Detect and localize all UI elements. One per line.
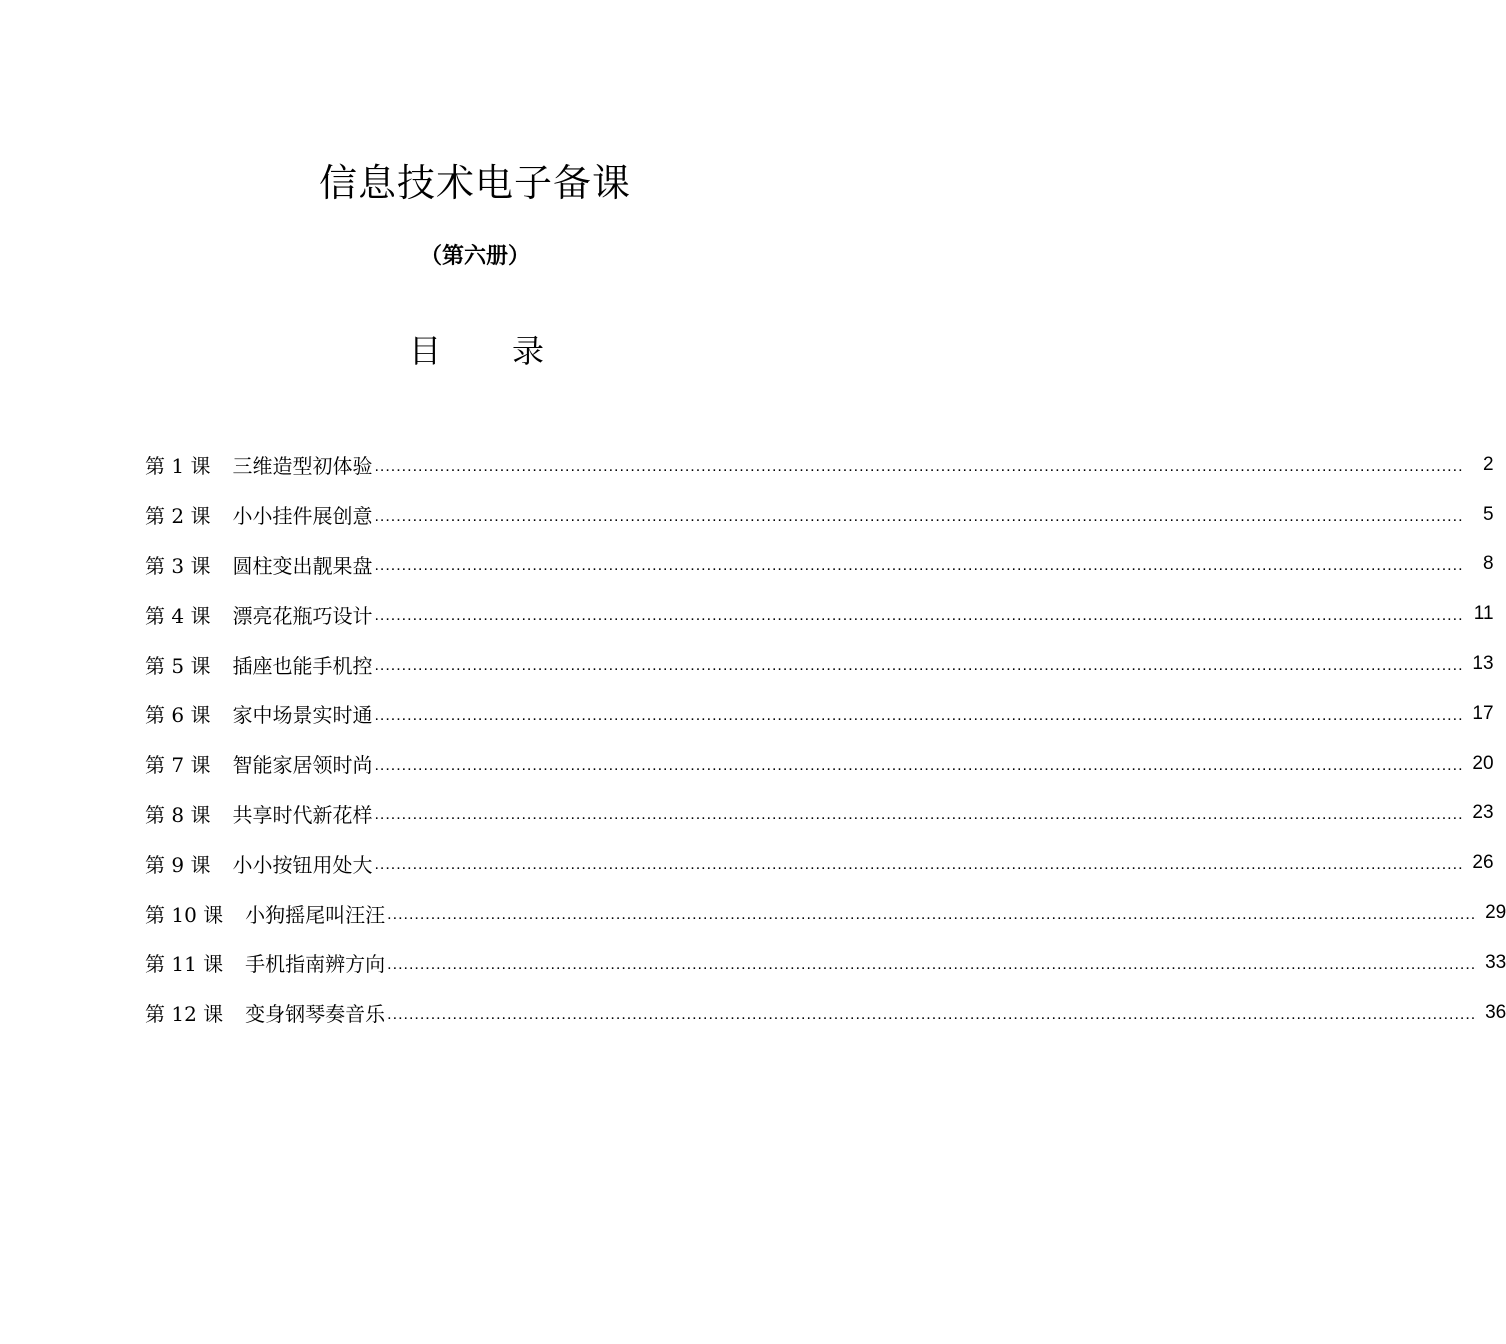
toc-entry[interactable] <box>145 540 1494 590</box>
lesson-number: 第 12 课 <box>145 1002 224 1027</box>
dot-leader: ........................................................................................................................................................................................................ <box>387 1005 1477 1023</box>
dot-leader: ........................................................................................................................................................................................................ <box>374 706 1464 724</box>
lesson-number: 第 11 课 <box>145 952 224 977</box>
page-number: 23 <box>1472 802 1494 824</box>
lesson-number: 第 5 课 <box>145 653 211 678</box>
page-number: 13 <box>1472 653 1494 675</box>
dot-leader: ........................................................................................................................................................................................................ <box>374 856 1464 874</box>
page-number: 26 <box>1472 852 1494 874</box>
toc-heading-char-2: 录 <box>512 332 545 370</box>
toc-entry[interactable] <box>145 789 1494 839</box>
dot-leader: ........................................................................................................................................................................................................ <box>374 557 1464 575</box>
document-title: 信息技术电子备课 <box>318 161 631 205</box>
lesson-number: 第 6 课 <box>145 703 211 728</box>
lesson-title: 圆柱变出靓果盘 <box>232 553 373 578</box>
page-number: 20 <box>1472 752 1494 774</box>
table-of-contents <box>145 440 1506 1038</box>
toc-entry[interactable] <box>145 988 1506 1038</box>
document-subtitle: （第六册） <box>419 244 530 269</box>
dot-leader: ........................................................................................................................................................................................................ <box>387 906 1477 924</box>
toc-heading <box>409 326 549 376</box>
toc-entry[interactable] <box>145 589 1494 639</box>
dot-leader: ........................................................................................................................................................................................................ <box>374 657 1464 675</box>
lesson-number: 第 2 课 <box>145 504 211 529</box>
page-number: 8 <box>1482 553 1494 575</box>
page-number: 2 <box>1482 453 1494 475</box>
toc-heading-char-1: 目 <box>409 332 442 370</box>
lesson-title: 智能家居领时尚 <box>232 753 373 778</box>
lesson-number: 第 1 课 <box>145 454 211 479</box>
dot-leader: ........................................................................................................................................................................................................ <box>387 955 1477 973</box>
lesson-title: 漂亮花瓶巧设计 <box>232 603 373 628</box>
lesson-title: 小小挂件展创意 <box>232 504 373 529</box>
lesson-title: 家中场景实时通 <box>232 703 373 728</box>
toc-entry[interactable] <box>145 490 1494 540</box>
dot-leader: ........................................................................................................................................................................................................ <box>374 806 1464 824</box>
page-number: 11 <box>1473 603 1494 625</box>
lesson-number: 第 7 课 <box>145 753 211 778</box>
lesson-title: 小小按钮用处大 <box>232 852 373 877</box>
lesson-title: 插座也能手机控 <box>232 653 373 678</box>
toc-entry[interactable] <box>145 838 1494 888</box>
dot-leader: ........................................................................................................................................................................................................ <box>374 756 1464 774</box>
lesson-title: 变身钢琴奏音乐 <box>245 1002 386 1027</box>
dot-leader: ........................................................................................................................................................................................................ <box>374 457 1464 475</box>
page-number: 29 <box>1485 902 1506 924</box>
lesson-title: 共享时代新花样 <box>232 802 373 827</box>
toc-entry[interactable] <box>145 938 1506 988</box>
lesson-title: 小狗摇尾叫汪汪 <box>245 902 386 927</box>
lesson-title: 手机指南辨方向 <box>245 952 386 977</box>
page-number: 36 <box>1485 1001 1506 1023</box>
lesson-number: 第 8 课 <box>145 802 211 827</box>
lesson-title: 三维造型初体验 <box>232 454 373 479</box>
dot-leader: ........................................................................................................................................................................................................ <box>374 507 1464 525</box>
toc-entry[interactable] <box>145 440 1494 490</box>
page-number: 17 <box>1472 702 1494 724</box>
toc-entry[interactable] <box>145 639 1494 689</box>
dot-leader: ........................................................................................................................................................................................................ <box>374 607 1464 625</box>
toc-entry[interactable] <box>145 689 1494 739</box>
page-number: 5 <box>1482 503 1494 525</box>
lesson-number: 第 4 课 <box>145 603 211 628</box>
lesson-number: 第 3 课 <box>145 553 211 578</box>
toc-entry[interactable] <box>145 739 1494 789</box>
page-number: 33 <box>1485 951 1506 973</box>
lesson-number: 第 9 课 <box>145 852 211 877</box>
lesson-number: 第 10 课 <box>145 902 224 927</box>
toc-entry[interactable] <box>145 888 1506 938</box>
